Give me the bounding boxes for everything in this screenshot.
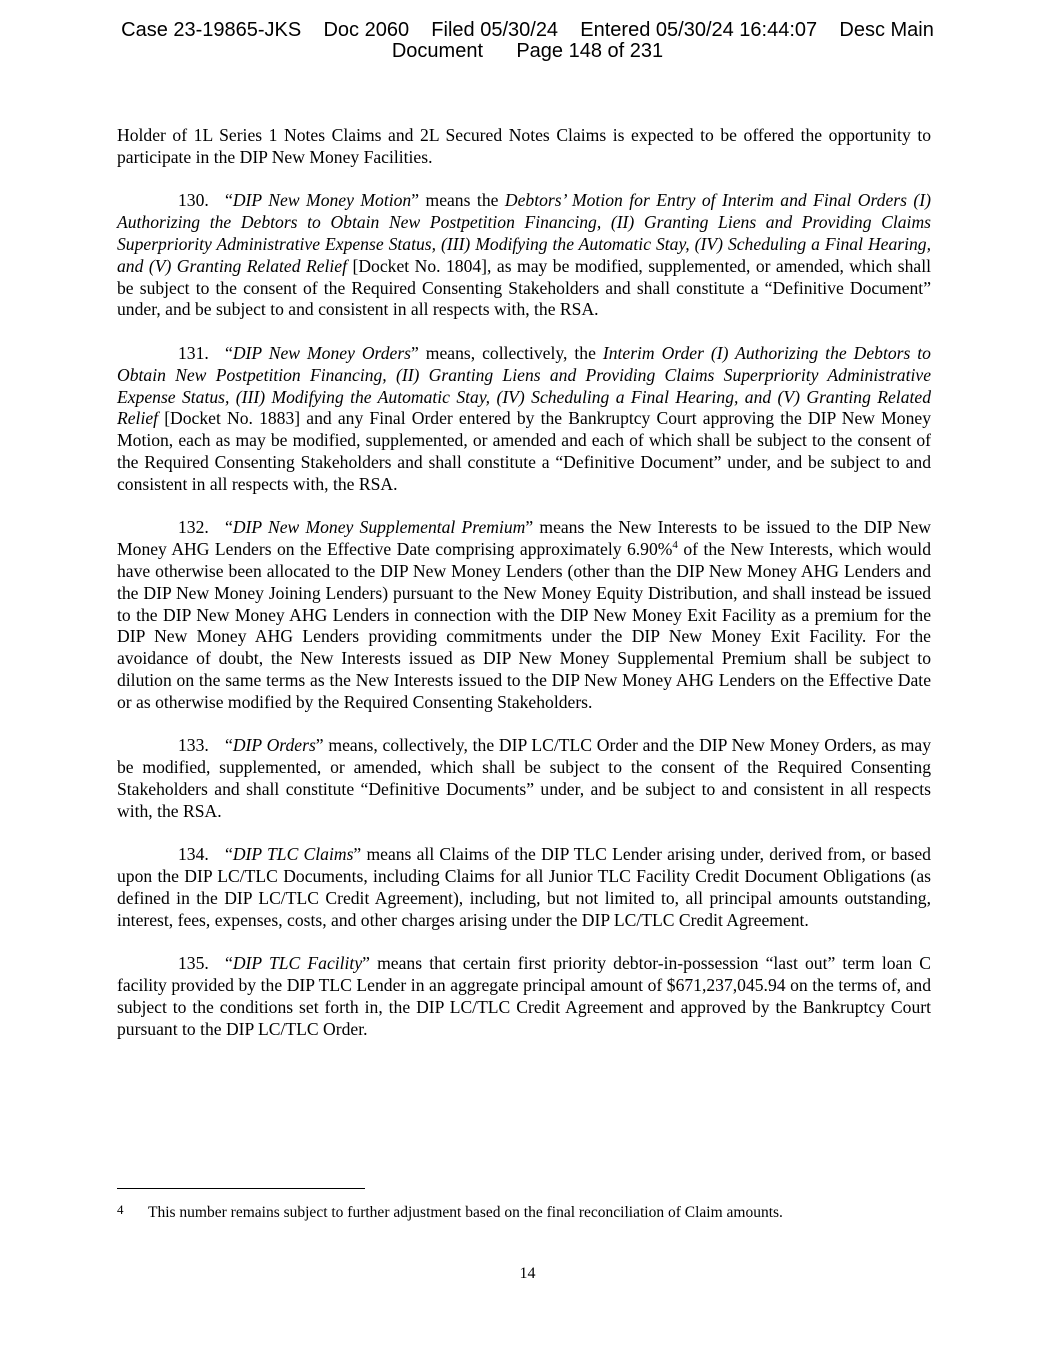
footnote-reference: 4 bbox=[672, 539, 678, 552]
defined-term: DIP New Money Orders bbox=[232, 342, 412, 363]
definition-132: 132. “DIP New Money Supplemental Premium” means the New Interests to be issued to the DIP New Money AHG Lenders on the Effective Date comprising approximately 6.90%$^4$ of the New Interests, which would have otherwise been allocated to the DIP New Money Lenders (other than the DIP New Money AHG Lenders and the DIP New Money Joining Lenders) pursuant to the New Money Equity Distribution, and shall instead be issued to the DIP New Money AHG Lenders in connection with the DIP New Money Exit Facility as a premium for the DIP New Money AHG Lenders providing commitments under the DIP New Money Exit Facility. For the avoidance of doubt, the New Interests issued as DIP New Money Supplemental Premium shall be subject to dilution on the same terms as the New Interests issued to the DIP New Money AHG Lenders on the Effective Date or as otherwise modified by the Required Consenting Stakeholders. bbox=[117, 517, 932, 712]
definition-131: 131. “DIP New Money Orders” means, collectively, the Interim Order (I) Authorizing the Debtors to Obtain New Postpetition Financing, (II) Granting Liens and Providing Claims Superpriority Administrative Expense Status, (III) Modifying the Automatic Stay, (IV) Scheduling a Final Hearing, and (V) Granting Related Relief [Docket No. 1883] and any Final Order entered by the Bankruptcy Court approving the DIP New Money Motion, each as may be modified, supplemented, or amended and each of which shall be subject to the consent of the Required Consenting Stakeholders and shall constitute a “Definitive Document” under, and be subject to and consistent in all respects with, the RSA. bbox=[117, 342, 931, 494]
defined-term: DIP New Money Supplemental Premium bbox=[232, 517, 526, 538]
continuation-paragraph: Holder of 1L Series 1 Notes Claims and 2L Secured Notes Claims is expected to be offered the opportunity to participate in the DIP New Money Facilities. bbox=[117, 125, 931, 167]
paragraph-number: 131. bbox=[178, 342, 209, 363]
order-title: Interim Order (I) Authorizing the Debtors to Obtain New Postpetition Financing, (II) Granting Liens and Providing Claims Superpriority Administrative Expense Status, (III) Modifying the Automatic Stay, (IV) Scheduling a Final Hearing, and (V) Granting Related Relief bbox=[117, 342, 931, 429]
defined-term: DIP Orders bbox=[232, 735, 316, 756]
defined-term: DIP TLC Claims bbox=[232, 844, 354, 865]
footnote-text: This number remains subject to further adjustment based on the final reconciliation of Claim amounts. bbox=[148, 1204, 783, 1221]
footnote bbox=[117, 1200, 931, 1223]
defined-term: DIP TLC Facility bbox=[232, 953, 363, 974]
definition-135: 135. “DIP TLC Facility” means that certain first priority debtor-in-possession “last out” term loan C facility provided by the DIP TLC Lender in an aggregate principal amount of $671,237,045.94 on the terms of, and subject to the conditions set forth in, the DIP LC/TLC Credit Agreement and approved by the Bankruptcy Court pursuant to the DIP LC/TLC Order. bbox=[117, 953, 932, 1039]
paragraph-number: 133. bbox=[178, 735, 209, 756]
page-number: 14 bbox=[519, 1265, 536, 1282]
paragraph-number: 135. bbox=[178, 953, 209, 974]
footnote-mark: 4 bbox=[117, 1202, 124, 1217]
header-page-count: Page 148 of 231 bbox=[516, 40, 664, 62]
header-case-line: Case 23-19865-JKS Doc 2060 Filed 05/30/24 Entered 05/30/24 16:44:07 Desc Main bbox=[121, 19, 934, 41]
document-body bbox=[117, 125, 931, 1062]
footnote-divider bbox=[117, 1188, 365, 1189]
header-document-label: Document bbox=[391, 40, 483, 62]
paragraph-number: 132. bbox=[178, 517, 209, 538]
court-filing-header bbox=[0, 20, 1055, 62]
defined-term: DIP New Money Motion bbox=[232, 190, 412, 211]
paragraph-number: 134. bbox=[178, 844, 209, 865]
definition-130: 130. “DIP New Money Motion” means the Debtors’ Motion for Entry of Interim and Final Orders (I) Authorizing the Debtors to Obtain New Postpetition Financing, (II) Granting Liens and Providing Claims Superpriority Administrative Expense Status, (III) Modifying the Automatic Stay, (IV) Scheduling a Final Hearing, and (V) Granting Related Relief [Docket No. 1804], as may be modified, supplemented, or amended, which shall be subject to the consent of the Required Consenting Stakeholders and shall constitute a “Definitive Document” under, and be subject to and consistent in all respects with, the RSA. bbox=[117, 190, 931, 320]
motion-title: Debtors’ Motion for Entry of Interim and Final Orders (I) Authorizing the Debtors to Obtain New Postpetition Financing, (II) Granting Liens and Providing Claims Superpriority Administrative Expense Status, (III) Modifying the Automatic Stay, (IV) Scheduling a Final Hearing, and (V) Granting Related Relief bbox=[117, 190, 931, 276]
definition-133: 133. “DIP Orders” means, collectively, the DIP LC/TLC Order and the DIP New Money Orders, as may be modified, supplemented, or amended, which shall be subject to the consent of the Required Consenting Stakeholders and shall constitute “Definitive Documents” under, and be subject to and consistent in all respects with, the RSA. bbox=[117, 735, 932, 821]
definition-134: 134. “DIP TLC Claims” means all Claims of the DIP TLC Lender arising under, derived from, or based upon the DIP LC/TLC Documents, including Claims for all Junior TLC Facility Credit Document Obligations (as defined in the DIP LC/TLC Credit Agreement), including, but not limited to, all principal amounts outstanding, interest, fees, expenses, costs, and other charges arising under the DIP LC/TLC Credit Agreement. bbox=[117, 844, 931, 930]
paragraph-number: 130. bbox=[178, 190, 209, 211]
